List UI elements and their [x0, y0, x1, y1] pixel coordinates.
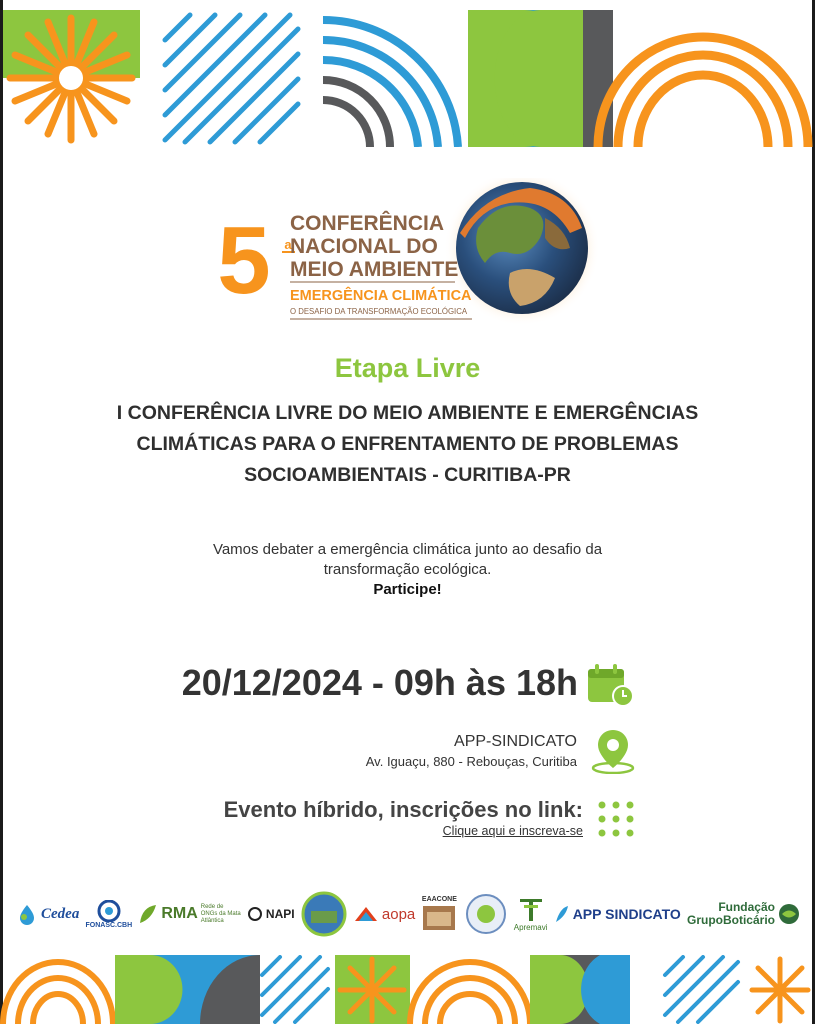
registration-link[interactable]: Clique aqui e inscreva-se	[442, 824, 583, 838]
fonasc-icon	[96, 900, 122, 922]
sponsor-logo-rma: RMA Rede de ONGs da Mata Atlântica	[138, 903, 240, 925]
sponsor-round-logo	[464, 892, 508, 936]
logo-line2: NACIONAL DO	[290, 235, 438, 258]
logo-ordinal: a	[284, 237, 292, 252]
sponsor-logos	[16, 888, 800, 940]
conference-logo	[210, 178, 600, 328]
aopa-icon	[353, 905, 379, 923]
location-pin-icon	[590, 728, 636, 774]
top-pattern	[0, 10, 815, 147]
dots-grid-icon	[597, 800, 637, 840]
logo-line1: CONFERÊNCIA	[290, 212, 445, 235]
event-title	[0, 398, 815, 491]
venue-name: APP-SINDICATO	[454, 733, 577, 750]
bottom-pattern	[0, 955, 815, 1024]
sponsor-logo-eaacone: EAACONE	[421, 896, 457, 932]
rma-leaf-icon	[138, 903, 158, 925]
cedea-icon	[16, 903, 38, 925]
logo-subtitle: EMERGÊNCIA CLIMÁTICA	[290, 288, 472, 304]
event-format: Evento híbrido, inscrições no link:	[223, 797, 583, 822]
venue-address: Av. Iguaçu, 880 - Rebouças, Curitiba	[365, 754, 577, 769]
call-to-action: Participe!	[373, 581, 442, 598]
sponsor-seal-logo	[301, 891, 347, 937]
sponsor-logo-fonasc: FONASC.CBH	[85, 900, 132, 929]
description-line: Vamos debater a emergência climática junto ao desafio da	[212, 541, 603, 558]
event-datetime: 20/12/2024 - 09h às 18h	[181, 662, 578, 703]
title-line: I CONFERÊNCIA LIVRE DO MEIO AMBIENTE E EMERGÊNCIAS	[116, 402, 699, 424]
sponsor-logo-aopa: aopa	[353, 905, 415, 923]
apremavi-tree-icon	[516, 897, 546, 923]
napi-icon	[247, 906, 263, 922]
title-line: CLIMÁTICAS PARA O ENFRENTAMENTO DE PROBLEMAS	[136, 433, 679, 455]
sponsor-logo-boticario: Fundação GrupoBoticário	[687, 901, 800, 927]
sponsor-logo-app: APP SINDICATO	[554, 904, 681, 924]
logo-tagline: O DESAFIO DA TRANSFORMAÇÃO ECOLÓGICA	[290, 307, 468, 316]
eaacone-icon	[421, 904, 457, 932]
venue	[0, 733, 577, 769]
logo-number: 5	[217, 207, 271, 314]
stage-label: Etapa Livre	[334, 353, 481, 383]
logo-line3: MEIO AMBIENTE	[290, 258, 459, 281]
sponsor-logo-napi: NAPI	[247, 906, 295, 922]
title-line: SOCIOAMBIENTAIS - CURITIBA-PR	[244, 464, 571, 486]
app-bird-icon	[554, 904, 570, 924]
description	[0, 540, 815, 600]
top-decorative-band	[0, 10, 815, 147]
boticario-icon	[778, 903, 800, 925]
sponsor-logo-apremavi: Apremavi	[514, 897, 548, 932]
sponsor-logo-cedea: Cedea	[16, 903, 79, 925]
calendar-icon	[587, 664, 635, 708]
bottom-decorative-band	[0, 955, 815, 1024]
description-line: transformação ecológica.	[323, 561, 492, 578]
